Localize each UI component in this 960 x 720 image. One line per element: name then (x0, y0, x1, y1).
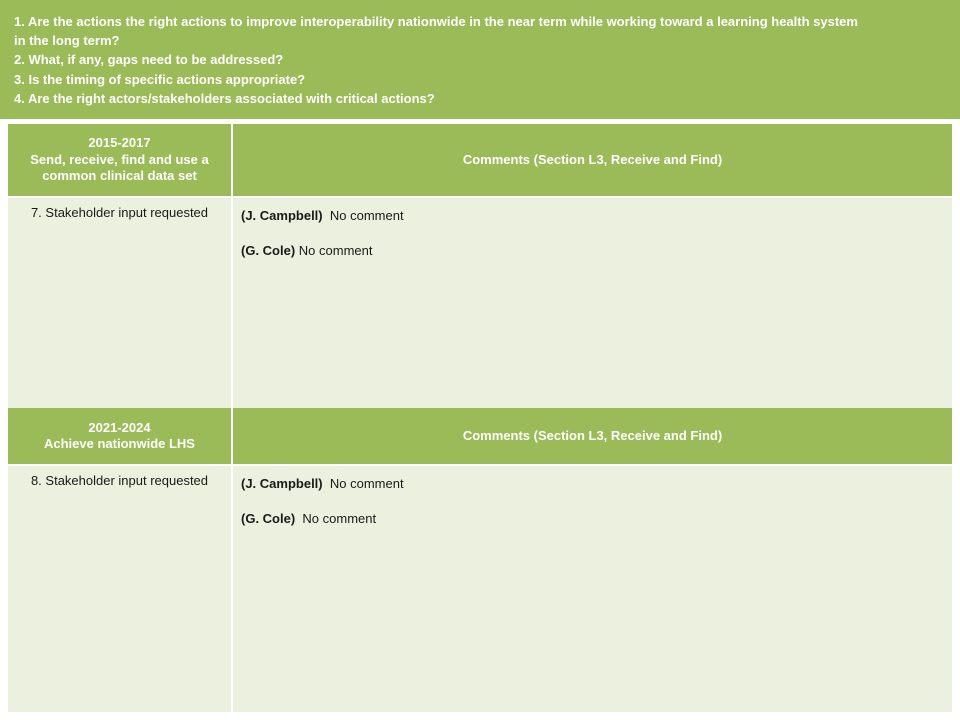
table-header-period (8, 408, 231, 464)
comment-item (241, 242, 952, 260)
comments-header-label: Comments (Section L3, Receive and Find) (462, 151, 723, 167)
table-2015-2017 (8, 124, 952, 408)
comment-text: No comment (302, 511, 377, 526)
question-2: 2. What, if any, gaps need to be addressed? (14, 52, 284, 68)
comment-author: (G. Cole) (241, 511, 296, 526)
comment-author: (J. Campbell) (241, 476, 323, 491)
comment-author: (J. Campbell) (241, 208, 323, 223)
question-1: 1. Are the actions the right actions to improve interoperability nationwide in the near term while working toward a learning health system in the long term? (14, 14, 858, 49)
comment-item (241, 207, 952, 225)
comment-text: No comment (298, 243, 373, 258)
comments-header-label: Comments (Section L3, Receive and Find) (462, 427, 723, 443)
table-header-comments (233, 408, 952, 464)
comment-text: No comment (329, 476, 404, 491)
question-3: 3. Is the timing of specific actions appropriate? (14, 71, 306, 87)
row-label-text: 7. Stakeholder input requested (30, 205, 209, 220)
comment-text: No comment (329, 208, 404, 223)
comment-author: (G. Cole) (241, 243, 296, 258)
comments-cell (233, 198, 952, 408)
goal-label-line-1: Send, receive, find and use a (30, 151, 209, 167)
comment-item (241, 475, 952, 493)
comments-cell (233, 466, 952, 712)
table-row-label (8, 198, 231, 408)
row-label-text: 8. Stakeholder input requested (30, 473, 209, 488)
table-header-comments (233, 124, 952, 196)
goal-label-line-2: common clinical data set (42, 168, 197, 184)
table-2021-2024 (8, 408, 952, 712)
table-row-label (8, 466, 231, 712)
table-header-period (8, 124, 231, 196)
goal-label: Achieve nationwide LHS (44, 436, 195, 451)
questions-banner (0, 0, 960, 119)
question-4: 4. Are the right actors/stakeholders associated with critical actions? (14, 90, 435, 106)
period-label: 2021-2024 (88, 419, 151, 435)
period-label: 2015-2017 (88, 135, 151, 151)
comment-item (241, 510, 952, 528)
